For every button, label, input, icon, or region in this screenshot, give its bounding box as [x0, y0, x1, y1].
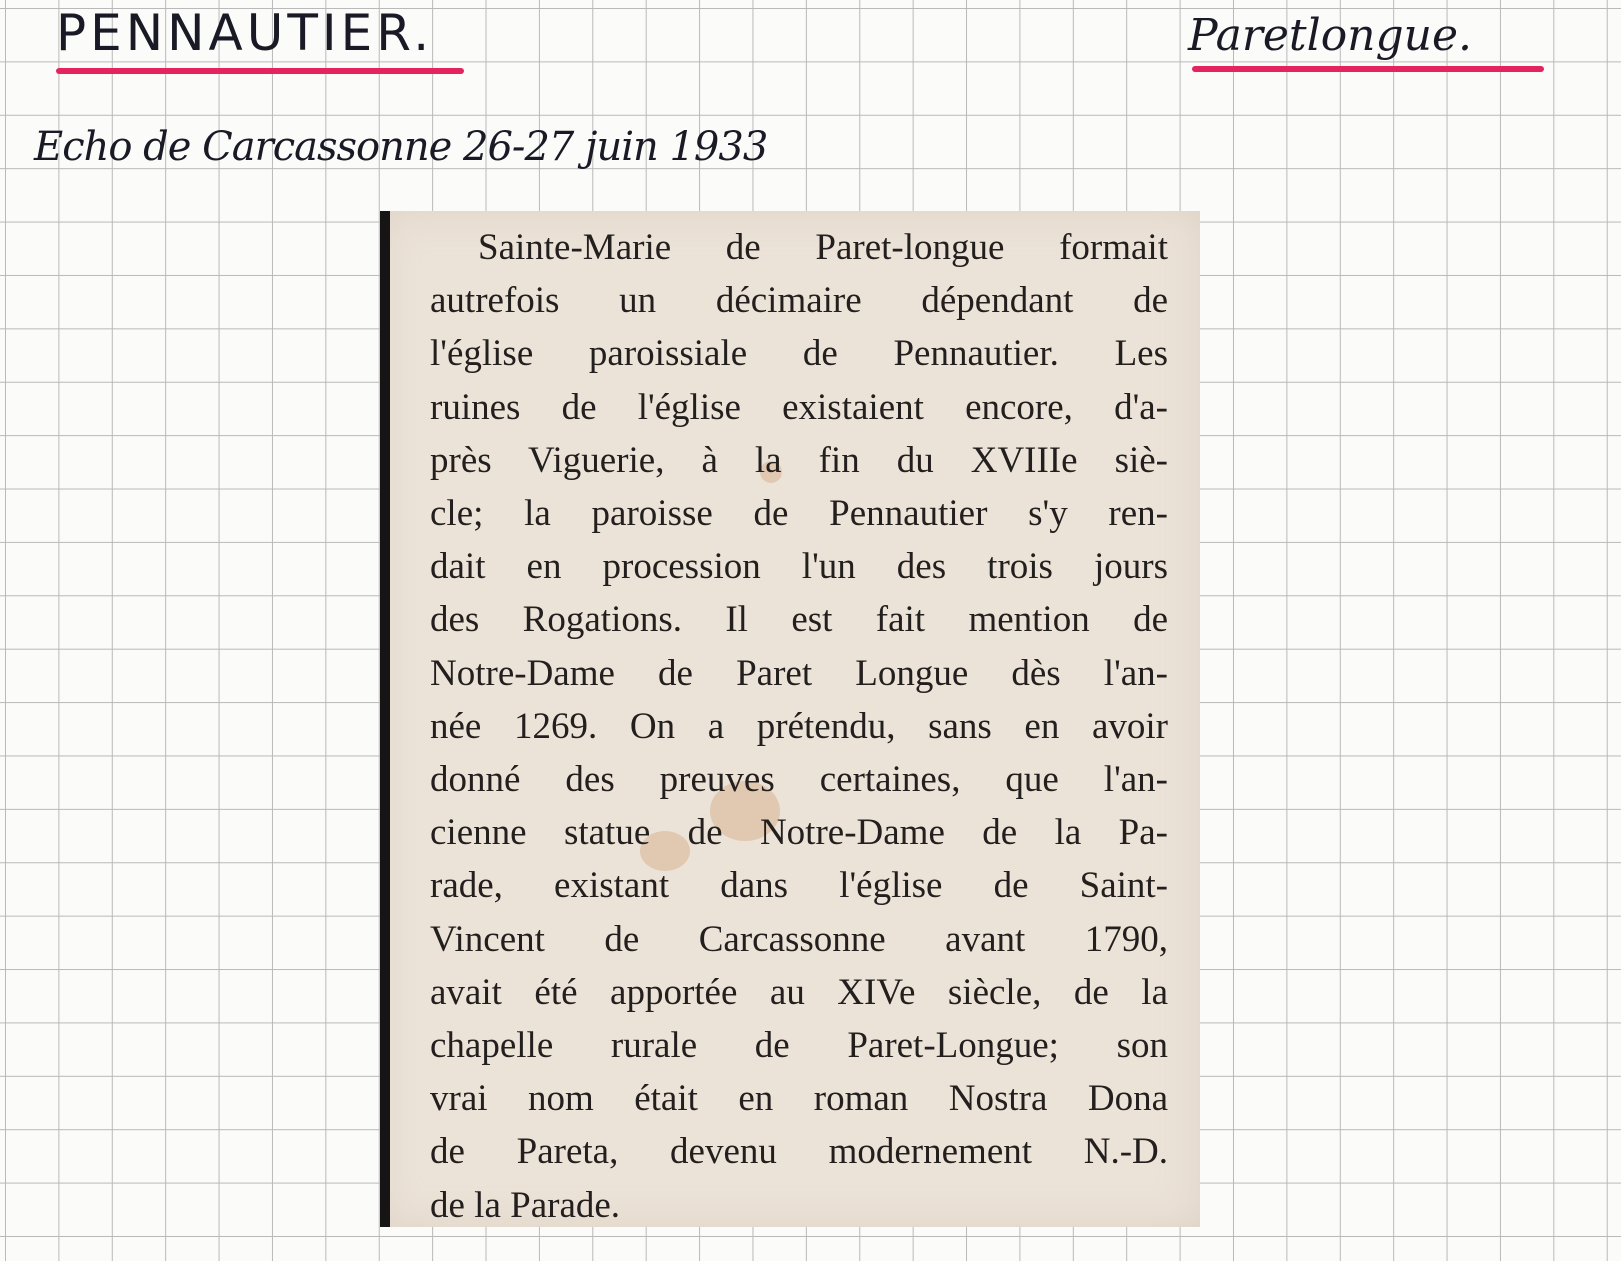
article-text — [430, 221, 1168, 1232]
article-line: cle; la paroisse de Pennautier s'y ren- — [430, 493, 1168, 535]
article-line: Vincent de Carcassonne avant 1790, — [430, 918, 1168, 960]
article-line: près Viguerie, à la fin du XVIIIe siè- — [430, 439, 1168, 481]
article-line: de la Parade. — [430, 1184, 621, 1226]
page-title: PENNAUTIER. — [56, 4, 434, 62]
article-line: rade, existant dans l'église de Saint- — [430, 865, 1168, 907]
article-line: chapelle rurale de Paret-Longue; son — [430, 1025, 1168, 1067]
article-line: vrai nom était en roman Nostra Dona — [430, 1078, 1168, 1120]
place-title: Paretlongue. — [1188, 10, 1473, 61]
article-line: des Rogations. Il est fait mention de — [430, 599, 1168, 641]
article-line: donné des preuves certaines, que l'an- — [430, 759, 1168, 801]
title-underline — [56, 68, 464, 74]
article-line: ruines de l'église existaient encore, d'a- — [430, 386, 1168, 428]
clipping-column-rule — [380, 211, 390, 1227]
article-line: née 1269. On a prétendu, sans en avoir — [430, 705, 1168, 747]
source-note: Echo de Carcassonne 26-27 juin 1933 — [34, 124, 768, 170]
newspaper-clipping — [380, 211, 1200, 1227]
article-line: cienne statue de Notre-Dame de la Pa- — [430, 812, 1168, 854]
article-line: Notre-Dame de Paret Longue dès l'an- — [430, 652, 1168, 694]
article-line: l'église paroissiale de Pennautier. Les — [430, 333, 1168, 375]
article-line: de Pareta, devenu modernement N.-D. — [430, 1131, 1168, 1173]
article-line: autrefois un décimaire dépendant de — [430, 280, 1168, 322]
article-line: avait été apportée au XIVe siècle, de la — [430, 971, 1168, 1013]
article-line: Sainte-Marie de Paret-longue formait — [478, 227, 1168, 268]
place-title-underline — [1192, 66, 1544, 72]
article-line: dait en procession l'un des trois jours — [430, 546, 1168, 588]
